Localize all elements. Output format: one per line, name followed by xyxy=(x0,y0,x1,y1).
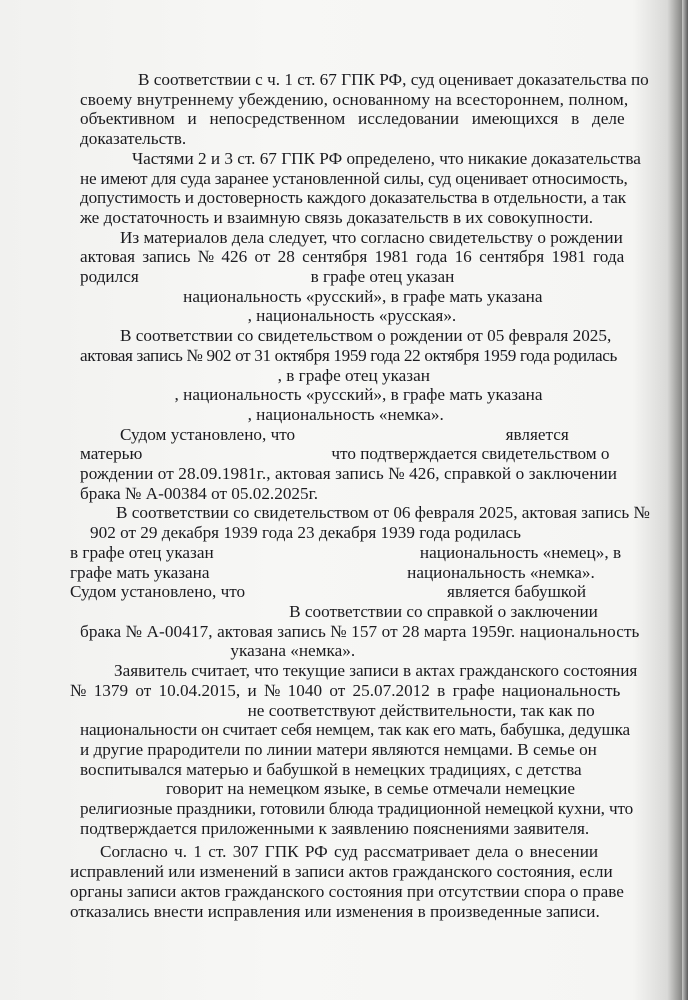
line: религиозные праздники, готовили блюда традиционной немецкой кухни, что xyxy=(80,799,634,819)
document-body xyxy=(70,70,650,921)
line: говорит на немецком языке, в семье отмечали немецкие xyxy=(80,779,575,799)
line: Частями 2 и 3 ст. 67 ГПК РФ определено, что никакие доказательства xyxy=(132,148,641,168)
line: , национальность «немка». xyxy=(80,404,444,424)
line: национальность «русский», в графе мать указана xyxy=(80,286,543,306)
paragraph-5 xyxy=(80,425,632,504)
line: Судом установлено, что является xyxy=(120,424,569,444)
line: , в графе отец указан xyxy=(80,365,430,385)
line: в графе отец указан национальность «немец», в xyxy=(70,542,622,562)
line: актовая запись № 902 от 31 октября 1959 года 22 октября 1959 года родилась xyxy=(80,345,618,365)
paragraph-6 xyxy=(70,503,650,661)
line: своему внутреннему убеждению, основанному на всестороннем, полном, xyxy=(80,89,629,109)
line: Согласно ч. 1 ст. 307 ГПК РФ суд рассматривает дела о внесении xyxy=(100,842,599,862)
line: Судом установлено, что является бабушкой xyxy=(70,582,587,602)
line: подтверждается приложенными к заявлению пояснениями заявителя. xyxy=(80,818,590,838)
line: не соответствуют действительности, так как по xyxy=(80,700,595,720)
line: органы записи актов гражданского состояния при отсутствии спора о праве xyxy=(70,881,624,901)
paragraph-1 xyxy=(80,70,649,149)
line: брака № А-00417, актовая запись № 157 от 28 марта 1959г. национальность xyxy=(80,621,640,641)
line: же достаточность и взаимную связь доказательств в их совокупности. xyxy=(80,207,594,227)
line: брака № А-00384 от 05.02.2025г. xyxy=(80,483,319,503)
line: , национальность «русская». xyxy=(80,306,457,326)
line: родился в графе отец указан xyxy=(80,267,455,287)
line: указана «немка». xyxy=(80,641,356,661)
line: не имеют для суда заранее установленной силы, суд оценивает относимость, xyxy=(80,168,628,188)
paragraph-3 xyxy=(80,228,632,327)
line: национальности он считает себя немцем, так как его мать, бабушка, дедушка xyxy=(80,720,630,740)
line: и другие прародители по линии матери являются немцами. В семье он xyxy=(80,739,597,759)
line: графе мать указана национальность «немка». xyxy=(70,562,595,582)
paragraph-7 xyxy=(70,661,638,838)
line: В соответствии со свидетельством от 06 февраля 2025, актовая запись № xyxy=(116,503,650,523)
line: актовая запись № 426 от 28 сентября 1981 года 16 сентября 1981 года xyxy=(80,247,625,267)
line: В соответствии с ч. 1 ст. 67 ГПК РФ, суд оценивает доказательства по xyxy=(138,70,649,89)
line: матерью что подтверждается свидетельством о xyxy=(80,444,610,464)
line: допустимость и достоверность каждого доказательства в отдельности, а так xyxy=(80,188,626,208)
page-edge-shadow xyxy=(682,0,688,1000)
line: рождении от 28.09.1981г., актовая запись № 426, справкой о заключении xyxy=(80,464,618,484)
line: воспитывался матерью и бабушкой в немецких традициях, с детства xyxy=(80,759,582,779)
paragraph-8 xyxy=(70,842,632,921)
line: доказательств. xyxy=(80,129,187,149)
line: , национальность «русский», в графе мать указана xyxy=(80,385,543,405)
line: исправлений или изменений в записи актов гражданского состояния, если xyxy=(70,862,613,882)
paragraph-2 xyxy=(80,148,641,228)
paragraph-4 xyxy=(80,326,632,425)
line: объективном и непосредственном исследовании имеющихся в деле xyxy=(80,109,625,129)
line: Заявитель считает, что текущие записи в актах гражданского состояния xyxy=(114,661,638,681)
line: № 1379 от 10.04.2015, и № 1040 от 25.07.2012 в графе национальность xyxy=(70,680,621,700)
line: 902 от 29 декабря 1939 года 23 декабря 1939 года родилась xyxy=(90,523,521,543)
line: В соответствии со свидетельством о рождении от 05 февраля 2025, xyxy=(120,326,612,346)
line: Из материалов дела следует, что согласно свидетельству о рождении xyxy=(120,227,623,247)
line: отказались внести исправления или изменения в произведенные записи. xyxy=(70,901,600,921)
line: В соответствии со справкой о заключении xyxy=(70,601,598,621)
